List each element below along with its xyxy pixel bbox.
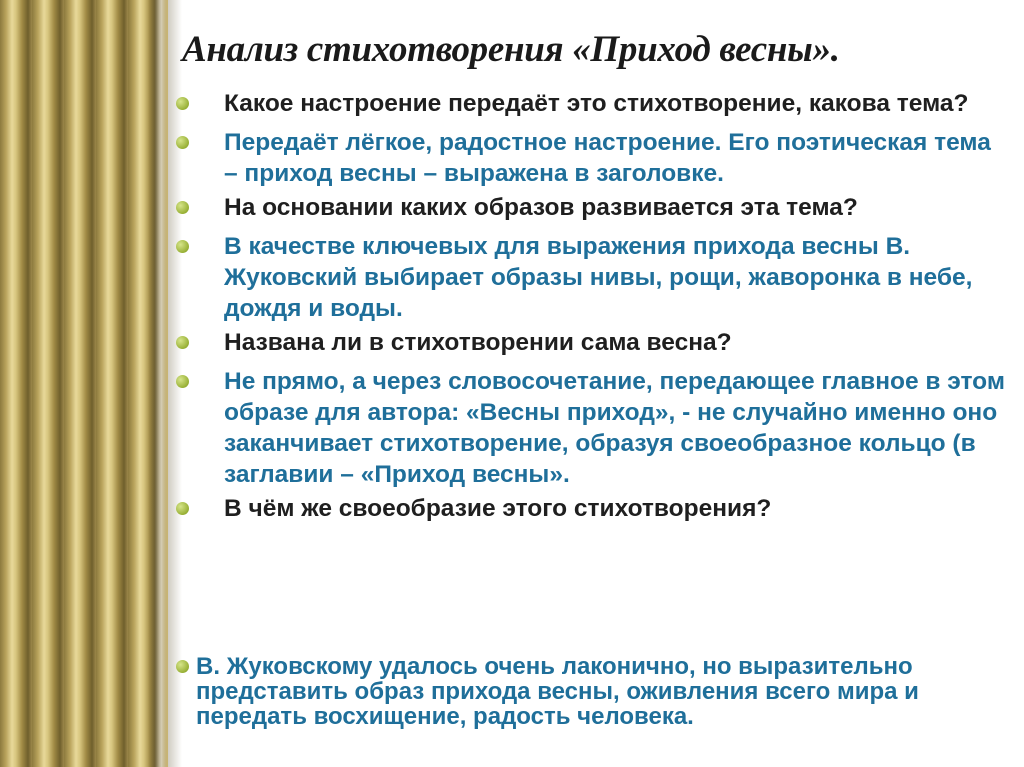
- bullet-icon: [176, 97, 189, 110]
- bullet-list: [158, 88, 1008, 532]
- question-text: Какое настроение передаёт это стихотворение, какова тема?: [224, 90, 969, 117]
- bullet-icon: [176, 136, 189, 149]
- bullet-icon: [176, 201, 189, 214]
- decorative-gold-border: [0, 0, 168, 767]
- bullet-icon: [176, 660, 189, 673]
- list-item: [158, 231, 1008, 324]
- bullet-icon: [176, 336, 189, 349]
- answer-text: В. Жуковскому удалось очень лаконично, но выразительно представить образ прихода весны, оживления всего мира и передать восхищение, радость человека.: [196, 653, 919, 730]
- list-item: [158, 88, 1008, 119]
- question-text: В чём же своеобразие этого стихотворения?: [224, 495, 772, 522]
- list-item: [158, 327, 1008, 358]
- answer-text: В качестве ключевых для выражения прихода весны В. Жуковский выбирает образы нивы, рощи, жаворонка в небе, дождя и воды.: [224, 233, 973, 322]
- list-item: [158, 366, 1008, 490]
- bullet-icon: [176, 375, 189, 388]
- answer-text: Передаёт лёгкое, радостное настроение. Его поэтическая тема – приход весны – выражена в заголовке.: [224, 129, 991, 187]
- list-item: [158, 127, 1008, 189]
- list-item: [158, 192, 1008, 223]
- answer-text: Не прямо, а через словосочетание, передающее главное в этом образе для автора: «Весны приход», - не случайно именно оно заканчивает стихотворение, образуя своеобразное кольцо (в заглавии – «Приход весны».: [224, 368, 1005, 488]
- question-text: Названа ли в стихотворении сама весна?: [224, 329, 732, 356]
- bullet-icon: [176, 502, 189, 515]
- list-item: [158, 493, 1008, 524]
- slide-title: Анализ стихотворения «Приход весны».: [182, 29, 840, 70]
- bullet-icon: [176, 240, 189, 253]
- question-text: На основании каких образов развивается эта тема?: [224, 194, 858, 221]
